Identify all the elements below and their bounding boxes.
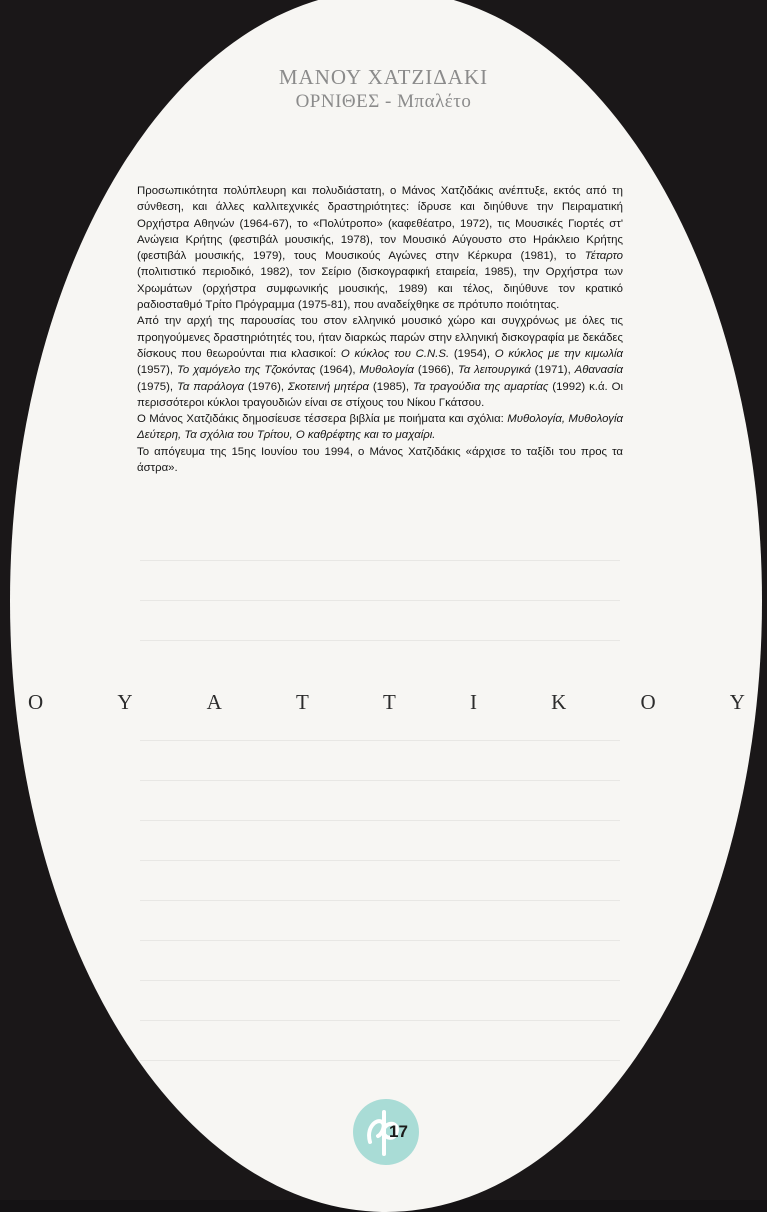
paragraph-3 <box>137 411 623 444</box>
bleed-through-line <box>140 780 620 781</box>
banner-letter: Α <box>206 690 222 714</box>
bleed-through-line <box>140 900 620 901</box>
body-text <box>137 183 623 476</box>
text-run: Προσωπικότητα πολύπλευρη και πολυδιάστατη, ο Μάνος Χατζιδάκις ανέπτυξε, εκτός από τη σύνθεση, και άλλες καλλιτεχνικές δραστηριότητες: ίδρυσε και διηύθυνε την Πειραματική Ορχήστρα Αθηνών (1964-67), το «Πολύτροπο» (καφεθέατρο, 1972), τις Μουσικές Γιορτές στ' Ανώγεια Κρήτης (φεστιβάλ μουσικής, 1978), τον Μουσικό Αύγουστο στο Ηράκλειο Κρήτης (φεστιβάλ μουσικής, 1979), τους Μουσικούς Αγώνες στην Κέρκυρα (1981), το <box>137 185 623 263</box>
bleed-through-line <box>140 940 620 941</box>
banner-letter: Ο <box>640 690 656 714</box>
text-run: (1985), <box>369 380 413 393</box>
publisher-logo-icon <box>352 1098 420 1166</box>
header-subtitle: ΟΡΝΙΘΕΣ - Μπαλέτο <box>295 91 472 112</box>
text-run: (1992) κ.ά. Οι περισσότεροι κύκλοι τραγουδιών είναι σε στίχους του Νίκου Γκάτσου. <box>137 380 624 409</box>
paragraph-4: Το απόγευμα της 15ης Ιουνίου του 1994, ο Μάνος Χατζιδάκις «άρχισε το ταξίδι του προς τα άστρα». <box>137 445 623 475</box>
bleed-through-line <box>140 1060 620 1061</box>
italic-title: Σκοτεινή μητέρα <box>287 380 370 393</box>
paragraph-1 <box>137 183 623 313</box>
banner-letter: Ο <box>28 690 44 714</box>
italic-title: Ο κύκλος του C.N.S. <box>340 347 450 360</box>
text-run: (πολιτιστικό περιοδικό, 1982), τον Σείριο (δισκογραφική εταιρεία, 1985), την Ορχήστρα των Χρωμάτων (ορχήστρα συμφωνικής μουσικής, 1989) και τέλος, διηύθυνε τον κρατικό ραδιοσταθμό Τρίτο Πρόγραμμα (1975-81), που αναδείχθηκε σε πρότυπο ποιότητας. <box>137 266 623 312</box>
text-run: (1975), <box>137 380 177 393</box>
banner-letter: Κ <box>551 690 567 714</box>
bleed-through-line <box>140 1020 620 1021</box>
text-run: (1966), <box>413 364 458 377</box>
text-run: (1954), <box>449 347 495 360</box>
bleed-through-line <box>140 980 620 981</box>
bleed-through-line <box>140 640 620 641</box>
text-run: (1971), <box>530 364 575 377</box>
italic-title: Μυθολογία <box>359 364 414 377</box>
page-ellipse-background <box>10 0 762 1212</box>
text-run: (1964), <box>315 364 360 377</box>
paragraph-2 <box>137 313 623 411</box>
banner-letter: Υ <box>729 690 745 714</box>
page-number: 17 <box>389 1122 408 1141</box>
italic-title: Αθανασία <box>574 364 623 377</box>
italic-title: Τα τραγούδια της αμαρτίας <box>412 380 549 393</box>
italic-title: Τα λειτουργικά <box>457 364 531 377</box>
text-run: Από την αρχή της παρουσίας του στον ελληνικό μουσικό χώρο και συγχρόνως με όλες τις προηγούμενες δραστηριότητές του, ήταν διαρκώς παρών στην ελληνική δισκογραφία με δεκάδες δίσκους που θεωρούνται πια κλασικοί: <box>137 315 623 360</box>
spaced-letter-banner <box>0 690 767 714</box>
banner-letter: Τ <box>382 690 396 714</box>
banner-letter: Τ <box>295 690 309 714</box>
bleed-through-line <box>140 860 620 861</box>
italic-title: Τα παράλογα <box>176 380 245 393</box>
bleed-through-line <box>140 600 620 601</box>
italic-title: Μυθολογία, Μυθολογία Δεύτερη, Τα σχόλια του Τρίτου, Ο καθρέφτης και το μαχαίρι. <box>137 413 623 442</box>
italic-title: Το χαμόγελο της Τζοκόντας <box>176 364 316 377</box>
italic-title: Τέταρτο <box>584 250 623 263</box>
header-title: ΜΑΝΟΥ ΧΑΤΖΙΔΑΚΙ <box>278 65 489 89</box>
text-run: Ο Μάνος Χατζιδάκις δημοσίευσε τέσσερα βιβλία με ποιήματα και σχόλια: <box>137 413 508 426</box>
bleed-through-line <box>140 560 620 561</box>
page-header <box>0 64 767 114</box>
italic-title: Ο κύκλος με την κιμωλία <box>494 347 623 360</box>
banner-letter: Υ <box>117 690 133 714</box>
banner-letter: Ι <box>469 690 477 714</box>
bleed-through-line <box>140 740 620 741</box>
text-run: (1976), <box>244 380 288 393</box>
bleed-through-line <box>140 820 620 821</box>
text-run: (1957), <box>137 364 177 377</box>
